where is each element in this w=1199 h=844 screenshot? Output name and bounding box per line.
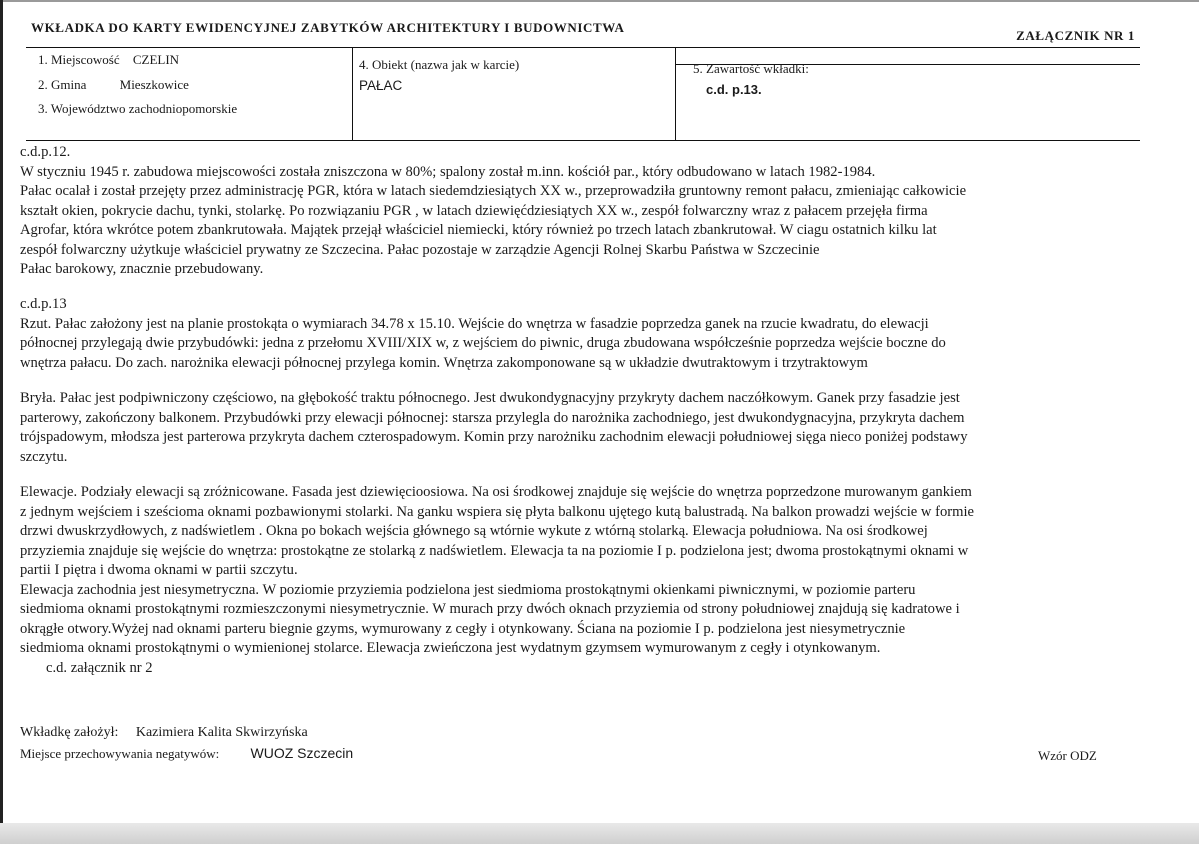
text-line: północnej przylegają dwie przybudówki: jedna z przełomu XVIII/XIX w, z wejściem do piwnic, druga zbudowana współcześnie poprzedza wejście boczne do xyxy=(20,335,946,351)
field-wojewodztwo: 3. Województwo zachodniopomorskie xyxy=(38,101,238,116)
text-line: Rzut. Pałac założony jest na planie prostokąta o wymiarach 34.78 x 15.10. Wejście do wnętrza w fasadzie poprzedza ganek na rzucie kwadratu, do elewacji xyxy=(20,315,929,332)
gmina-value: Mieszkowice xyxy=(119,77,189,92)
text-line: Pałac barokowy, znacznie przebudowany. xyxy=(20,261,264,277)
section-heading: c.d.p.12. xyxy=(20,144,71,160)
scan-bottom-edge xyxy=(0,823,1199,844)
text-line: partii I piętra i dwoma oknami w partii szczytu. xyxy=(20,562,298,578)
footer-author xyxy=(20,725,308,741)
form-divider-2 xyxy=(675,47,676,140)
author-value: Kazimiera Kalita Skwirzyńska xyxy=(135,725,308,740)
text-line: Pałac ocalał i został przejęty przez administrację PGR, która w latach siedemdziesiątych XX w., przeprowadziła gruntowny remont pałacu, zmieniając całkowicie xyxy=(20,183,967,199)
text-line: siedmioma oknami prostokątnymi rozmieszczonymi niesymetrycznie. W murach przy dwóch oknach przyziemia od strony południowej znajdują się kadratowe i xyxy=(20,601,960,617)
text-line: zespół folwarczny użytkuje właściciel prywatny ze Szczecina. Pałac pozostaje w zarządzie Agencji Rolnej Skarbu Państwa w Szczecinie xyxy=(20,241,820,258)
form-divider-1 xyxy=(352,47,353,140)
text-line: Bryła. Pałac jest podpiwniczony częściowo, na głębokość traktu północnego. Jest dwukondygnacyjny przykryty dachem naczółkowym. Ganek przy fasadzie jest xyxy=(20,390,960,406)
gmina-label: 2. Gmina xyxy=(38,77,87,92)
text-line: Elewacje. Podziały elewacji są zróżnicowane. Fasada jest dziewięcioosiowa. Na osi środkowej znajduje się wejście do wnętrza poprzedzone murowanym gankiem xyxy=(20,484,972,500)
page-left-edge xyxy=(0,0,3,844)
section-description xyxy=(20,295,1145,678)
obiekt-label: 4. Obiekt (nazwa jak w karcie) xyxy=(359,57,520,72)
text-line: Elewacja zachodnia jest niesymetryczna. W poziomie przyziemia podzielona jest siedmioma prostokątnymi okienkami piwnicznymi, w poziomie parteru xyxy=(20,581,916,598)
text-line: drzwi dwuskrzydłowych, z nadświetlem . Okna po bokach wejścia głównego są wtórnie wykute z wtórną stolarką. Elewacja południowa. Na osi środkowej xyxy=(20,523,928,539)
miejscowosc-label: 1. Miejscowość xyxy=(38,52,120,67)
text-line: szczytu. xyxy=(20,448,68,465)
form-top-rule xyxy=(26,47,1140,48)
section-history xyxy=(20,143,1145,280)
text-line: przyziemia znajduje się wejście do wnętrza: prostokątne ze stolarką z nadświetlem. Elewacja ta na poziomie I p. podzielona jest; dwoma prostokątnymi oknami w xyxy=(20,542,969,559)
miejscowosc-value: CZELIN xyxy=(132,52,180,67)
author-label: Wkładkę założył: xyxy=(20,725,119,740)
page-top-edge xyxy=(0,0,1199,2)
text-line: kształt okien, pokrycie dachu, tynki, stolarkę. Po rozwiązaniu PGR , w latach dziewięćdziesiątych XX w., zespół folwarczny wraz z pałacem przejęła firma xyxy=(20,202,928,219)
field-gmina xyxy=(38,77,189,93)
text-line: z jednym wejściem i sześcioma oknami pozbawionymi stolarki. Na ganku wspiera się płyta balkonu ujętego kutą balustradą. Na balkon prowadzi wejście w formie xyxy=(20,503,974,520)
field-miejscowosc xyxy=(38,52,179,68)
text-line: W styczniu 1945 r. zabudowa miejscowości została zniszczona w 80%; spalony został m.inn. kościół par., który odbudowano w latach 1982-1984. xyxy=(20,163,876,180)
zawartosc-label: 5. Zawartość wkładki: xyxy=(693,61,809,76)
text-line: trójspadowym, młodsza jest parterowa przykryta dachem czterospadowym. Komin przy narożniku zachodnim elewacji południowej sięga nieco poniżej podstawy xyxy=(20,429,968,445)
paragraph-gap xyxy=(20,467,1145,483)
text-line: Agrofar, która wkrótce potem zbankrutowała. Majątek przejął właściciel niemiecki, który również po trzech latach zbankrutował. W ciagu ostatnich kilku lat xyxy=(20,222,937,238)
form-title: WKŁADKA DO KARTY EWIDENCYJNEJ ZABYTKÓW ARCHITEKTURY I BUDOWNICTWA xyxy=(31,20,625,35)
template-code: Wzór ODZ xyxy=(1038,748,1097,763)
footer-negatives xyxy=(20,745,353,762)
attachment-number: ZAŁĄCZNIK NR 1 xyxy=(1016,28,1135,43)
paragraph-gap xyxy=(20,373,1145,389)
negatives-label: Miejsce przechowywania negatywów: xyxy=(20,746,220,761)
obiekt-value: PAŁAC xyxy=(359,78,403,93)
continuation-note: c.d. załącznik nr 2 xyxy=(46,659,153,676)
zawartosc-value: c.d. p.13. xyxy=(706,82,762,97)
text-line: parterowy, zakończony balkonem. Przybudówki przy elewacji północnej: starsza przylegla do narożnika zachodniego, jest dwukondygnacyjna, przykryta dachem xyxy=(20,409,965,426)
text-line: wnętrza pałacu. Do zach. narożnika elewacji północnej przylega komin. Wnętrza zakomponowane są w układzie dwutraktowym i trzytraktowym xyxy=(20,354,868,371)
negatives-value: WUOZ Szczecin xyxy=(250,745,354,761)
text-line: siedmioma oknami prostokątnymi o wymienionej stolarce. Elewacja zwieńczona jest wydatnym gzymsem wymurowanym z cegły i otynkowanym. xyxy=(20,640,881,656)
section-heading: c.d.p.13 xyxy=(20,296,67,312)
form-bottom-rule xyxy=(26,140,1140,141)
text-line: okrągłe otwory.Wyżej nad oknami parteru biegnie gzyms, wymurowany z cegły i otynkowany. Ściana na poziomie I p. podzielona jest niesymetrycznie xyxy=(20,620,906,637)
